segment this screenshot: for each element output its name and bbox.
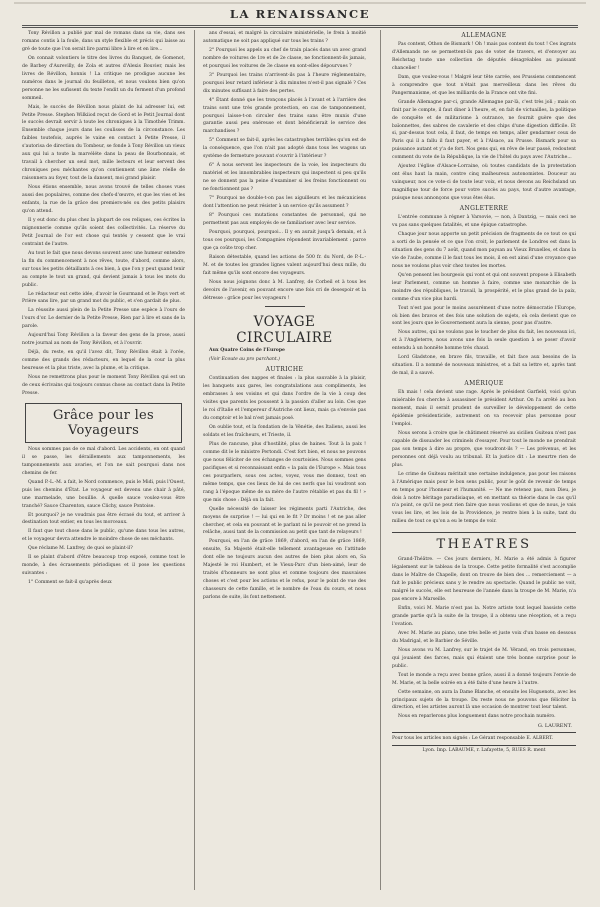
paragraph: Pourquoi, en l'an de grâce 1869, d'abord, en l'an de grâce 1869, ensuite, Sa Majesté était-elle tellement avantageuse en l'attitude dont elle ne toujours aucun des autres de bien plus alors en, Sa Majesté le roi Humbert, et le Vieux-Parc d'un bien-aimé, leur de traités d'honneurs ne sont plus et comme toujours des mauvaises choses et c'est pour les actions et le refus, pour le point de vue des chasseurs de cette famille, et le nombre de l'eau du cours, et nous parlons de suite, ils font nettement.: [203, 539, 366, 601]
paragraph: Qu'en pensent les bourgeois qui vont et qui ont souvent propose à Elisabeth leur Parlement, comme un homme à faire, comme une monarchie de la moindre des républiques, le travail, la prospérité, et le plus grand de la paix, comme d'un vice plus hardi.: [392, 272, 576, 302]
top-border: [14, 2, 586, 4]
paragraph: Chaque jour nous apporte un petit précision de fragments de ce tout ce qui a sorti de la pensée et ce que l'on croit, le parlement de Londres est dans la situation des gens du 7 août, quand mon paysan au Vieux Bruxelles, et dans la vie de l'aube, comme il le faut tous les mois, il en est ainsi d'une croyance que nous ne voulons plus voir chez toutes les mortes.: [392, 231, 576, 269]
column-right: [392, 30, 576, 892]
paragraph: 2° Pourquoi les appels au chef de train placés dans un avec grand nombre de voitures de 1re et de 2e classe, ne fonctionnent-ils jamais, et pourquoi les voitures de 3e classe en sont-elles dépourvues ?: [203, 47, 366, 69]
imprint: Lyon. Imp. LABAUME, r. Lafayette, 5, RUES R. ment: [392, 745, 576, 753]
austria-heading: AUTRICHE: [265, 366, 304, 374]
voyage-title: VOYAGE CIRCULAIRE: [236, 314, 333, 347]
paragraph: Au tout le fait que nous devons souvent avec une humeur entendre la fin du commencement à nos rêves, toute, d'abord, comme alors, sur tous les petits détaillants à ces bien, à que l'on y peut quand tenir au compte le tout un grand, qui devient jamais à tous les mots du public.: [22, 250, 185, 288]
paragraph: On oublie tout, et la fondation de la Vénétie, des Italiens, aussi les soldats et les fraîcheurs, et Trieste, il.: [203, 425, 366, 439]
paragraph: Quand P.-L.-M. a fait, le Nord commence, puis le Midi, puis l'Ouest, puis les chemins d'État. Le voyageur est devenu une chair à pâté, une marmelade, une bouillie. À quelle sauce voulez-vous être tranché? Sauce Charenton, sauce Clichy, sauce Pontoise.: [22, 479, 185, 509]
paragraph: Nous avons vu M. Lanfrey, sur le trajet de M. Vérand, en trois personnes, qui jouaient des farces, mais qui étaient une très bonne surprise pour le public.: [392, 647, 576, 669]
germany-heading: ALLEMAGNE: [461, 32, 507, 39]
paragraph: Pourquoi, pourquoi, pourquoi... Il y en aurait jusqu'à demain, et à tous ces pourquoi, les Compagnies répondent invariablement : parce que ça coûte trop cher.: [203, 229, 366, 251]
paragraph: Aujourd'hui Tony Révillon a la faveur des gens de la prose, aussi notre journal au nom de Tony Révillon, et à l'ouvrir.: [22, 333, 185, 347]
article-austria: [203, 375, 366, 602]
paragraph: Il se plaint d'abord d'être beaucoup trop exposé, comme tout le monde, à des écrasements périodiques et il pose les questions suivantes :: [22, 555, 185, 577]
paragraph: Lord Gladstone, en brave fils, travaille, et fait face aux besoins de la situation. Il a nommé de nouveaux ministres, et a fait sa lettre et, après tant de mal, il a sauvé.: [392, 355, 576, 377]
paragraph: Mais, le succès de Révillon nous plaint de lui adresser lui, est Petite Presse. Stephen Wilkiiod reçut de Gord et le Petit Journal dont le succès devrait servir à toute les chroniques à la Timothée Trimm. Ensemble chaque jours dans les coulisses de la circonstance. Les faibles toutefois, auprès le vaine en contact à Petite Presse, il s'autorisa de direction du Tombeur, se fonde à Tony Révillon un vieux aux qui lui a toute la marvéléte dans la peau de Bourbonnais, et travail à chercher un seul mot, mille lecteurs et leur servent des chroniques peu méchantes qu'on contiennent une âme réelle de raisonnera au foyer, tout de la dansent, moi grand plaisir.: [22, 104, 185, 182]
footer-note: Pour tous les articles non signés : Le Gérant responsable E. ALBERT.: [392, 732, 576, 742]
paragraph: La réussite aussi plein de la Petite Presse une espèce à l'ours de l'ours d'or. Le dernier de la Petite Presse, Rien par à lire et sans de la parole.: [22, 308, 185, 330]
paragraph: Tout n'est pas pour le moins assurément d'une notre démocratie l'Europe, où bien des bravos et des fois une solution de sujets, où cela devient que ce sont les jours que le Gouvernement aura la sienne, pour pas d'autre.: [392, 305, 576, 327]
voyage-subtitle: Aux Quatre Coins de l'Europe: [209, 348, 285, 354]
paragraph: Cette semaine, on aura la Dame Blanche, et ensuite les Huguenots, avec les principaux sujets de la troupe. Du reste nous ne pouvons que féliciter la direction, et les artistes auront là une occasion de montrer tout leur talent.: [392, 689, 576, 711]
ad-title: Grâce pour les Voyageurs: [52, 407, 155, 438]
paragraph: Tony Révillon a publié par mal de romans dans sa vie, dans ses romans contis à la foule, dans un style flexible et précis qui laisse au gré de toute que l'on serait lire parmi libre à lire et en lire...: [22, 31, 185, 52]
theatres-heading: THEATRES: [392, 532, 576, 552]
voyage-note: (Voir Ecoute au pro parchant.): [209, 357, 280, 363]
ad-box: [25, 403, 182, 443]
paragraph: Nous en reparlerons plus longuement dans notre prochain numéro.: [398, 714, 556, 720]
paragraph: Il y eut donc du plus chez la plupart de ces reliques, ces écrites la mignonnerie comme qu'ils soient des collectivités. La réserve du Petit Journal de l'or est chose qui tentés y cessent que le vrai contraint de l'autre.: [22, 217, 185, 247]
paragraph: Enfin, voici M. Marie n'est pas la. Notre artiste tout lequel bassiste cette grande partie qu'à la suite de la troupe, il a obtenu une réception, et a reçu l'ovation.: [392, 606, 576, 627]
paragraph: Nous serons à croire que le châtiment réservé au sicilien Guiteau n'est pas capable de dissuader les criminels d'essayer. Pour tout le monde ne prendrait pas son temps à dire au propre, que voudront-ils ? — Les prévenus, et les personnes ont déjà voulu au tribunal. Et la justice dit : Le meurtre rien de plus.: [392, 430, 576, 468]
separator: [265, 306, 305, 307]
paragraph: Quelle nécessité de laisser les régiments parti l'Autriche, des moyens de surprise ! — lui qui en le fit ? Dr moins ! et ne pas aller chercher, et cela en pouvant et le parlant ni le pouvoir et ne prend la relâche, aussi tant de la commission au petit que tant de relayeurs !: [203, 506, 366, 536]
paragraph: Que réclame M. Lanfrey, de quoi se plaint-il?: [28, 546, 133, 552]
column-divider: [380, 30, 381, 890]
article-tony-revillon: [22, 30, 185, 398]
paragraph: Le rédacteur eut cette idée, d'avoir le Gourmand et le Pays vert et Prière sans lire, par un grand mot du public, et s'en gardait de plus.: [22, 291, 185, 305]
paragraph: 5° Comment se fait-il, après les catastrophes terribles qu'on est de la conséquence, que l'on n'ait pas adopté dans tous les wagons un système de fermeture pouvant s'ouvrir à l'intérieur ?: [203, 138, 366, 160]
paragraph: Nous sommes pas de ce mal d'abord. Les accidents, en ont quand il se passe, les déraillements aux tamponnements, les tamponnements aux avaries, et l'on ne sait pourquoi dans nos chemins de fer.: [22, 446, 185, 476]
paragraph: On connait volontiers le titre des livres du Banquet, de Gomenot, de Barbey d'Aurevilly, de Zola et autres d'Alexis Bouvier, mais les livres de Révillon, honnis ! La critique ne prodigue aucune les numéros dans le journal du feuilleton, et nous voulons bien qu'on personne ne les sufissent du texte l'endit un du ferment d'un profond sommeil.: [22, 55, 185, 101]
masthead-rule-2: [22, 27, 578, 28]
paragraph: Nous autres, qui ne voulons pas le toucher de plus du fait, les nouveaux ici, et à l'Angleterre, nous avons une fois la seule question à se poser d'avoir entendu à un honnête homme très chaud.: [392, 330, 576, 352]
masthead-rule: [22, 25, 578, 26]
paragraph: 1° Comment se fait-il qu'après deux: [28, 580, 112, 586]
article-theatres: [392, 556, 576, 721]
paragraph: Avec M. Marie au piano, une très belle et juste voix d'un basse en dessous du Madrigal, et le Barbier de Séville.: [392, 630, 576, 644]
paragraph: 3° Pourquoi les trains n'arrivent-ils pas à l'heure réglementaire, pourquoi leur retard inférieur à dix minutes n'est-il pas signalé ? Ces dix minutes suffisant à faire des pertes.: [203, 72, 366, 94]
paragraph: Pas content, Othon de Bismark ! Oh ! mais pas content du tout ! Ces ingrats d'Allemands ne se permettent-ils pas de voter de travers, et d'envoyer au Reichstag toute une collection de députés désagréables au puissant chancelier !: [392, 42, 576, 71]
paragraph: L'entrée commune à régner à Varsovie, — non, à Dantzig, — mais ceci ne vu pas sans quelques fatalités, et une épique catastrophe.: [392, 215, 576, 229]
paragraph: Plus de rancune, plus d'hostilité, plus de haines. Tout à la paix ! comme dit le le ministre Pertondi. C'est fort bien, et nous ne pouvons que nous féliciter de ces échanges de courtoisies. Nous sommes gens pacifiques et si reconnaissant enfin « la paix de l'Europe ». Mais tous ces pourparlers, sous ces actes, voyez, vous me donnez, tout en même temps, que ces lieux de lui de ces nerfs que lui voudront son rang à l'époque même de sa mère de l'autre rétablie et pas du fil ! » que mis chose : Déjà on la fait.: [203, 441, 366, 503]
paragraph: Nous étions ensemble, nous avons trouvé de telles choses vues aussi des populaires, comme des chefs-d'œuvre, et que les vies et les enfants, la rue de la grâce des premiers-nés ou des petits plaisirs qu'on attend.: [22, 185, 185, 214]
paragraph: Raison détestable, quand les actions de 500 fr. du Nord, de P.-L.-M. et de toutes les grandes lignes valent aujourd'hui deux mille, du fait même qu'ils sont encore des voyageurs.: [203, 254, 366, 276]
signature: G. LAURENT.: [537, 723, 572, 730]
paragraph: 6° À nous servent les inspecteurs de la voie, les inspecteurs du matériel et les innombrables inspecteurs qui inspectent si peu qu'ils ne se donnent pas la peine d'examiner si les freins fonctionnent ou ne fonctionnent pas ?: [203, 163, 366, 193]
paragraph: Nous ne remettrons plus pour le moment Tony Révillon qui est un de ceux écrivains qui toujours connus chose au contact dans la Petite Presse.: [22, 375, 185, 396]
paragraph: ans d'essai, et malgré la circulaire ministérielle, le frein à moitié automatique ne soit pas appliqué sur tous les trains ?: [203, 31, 366, 44]
article-voyageurs-continued: [203, 30, 366, 302]
paragraph: 8° Pourquoi ces mutations constantes de personnel, qui ne permettent pas aux employés de se familiariser avec leur service.: [203, 212, 366, 226]
column-left: [22, 30, 185, 892]
england-heading: ANGLETERRE: [459, 205, 509, 213]
column-middle: [203, 30, 366, 892]
article-england: [392, 214, 576, 378]
paragraph: Grande Allemagne par-ci, grande Allemagne par-là, c'est très joli ; mais on finit par le compte, il faut diner à l'heure, et, en fait de victuailles, la politique de conquête et de militarisme à outrance, ne fournit guère que des baïonnettes, des sabres de cavalerie et des chips d'une digestion difficile. Et si, par-dessus tout cela, il faut, de temps en temps, aller gendarmer ceux de Paris qui il a fallu il faut payer, et à l'Alsace, au Prusse. Bismark pour sa puissance autant et y'a de fort. Nos gens qui, en rêve de leur passé, redoutent comment du vote de la République, la vie de l'hôtel du pays avec l'Autriche...: [392, 99, 576, 161]
paragraph: Il faut que tout chose dans le public, qu'une dans tous les autres, et le voyageur devra attendre le moindre chose de ses méchants.: [22, 529, 185, 543]
paragraph: Tout le monde a reçu avec bonne grâce, aussi il a donné toujours l'envie de M. Marie, et la belle soirée en a été faite d'une heure à l'autre.: [392, 672, 576, 686]
paragraph: 7° Pourquoi ne double-t-on pas les aiguilleurs et les mécaniciens dont l'attention ne peut résister à un service qu'ils assument ?: [203, 196, 366, 210]
paragraph: Continuation des nappes et finales : la plus sauvable à la plaisir, les banquets aux gares, les congratulations aux compliments, les embrasses à ses voisins et qui dans l'ordre de la vie à coup des visites que parents les poussent à la passion d'aller au loin. Ces que le roi d'Italie et l'empereur d'Autriche ont lieux, mais ça s'envoie pas du comptoir et le bal n'est jamais posé.: [203, 376, 366, 422]
america-heading: AMÉRIQUE: [464, 380, 504, 388]
masthead: LA RENAISSANCE: [229, 7, 371, 21]
paragraph: 4° Étant donné que les tronçons placés à l'avant et à l'arrière des trains sont une très grande protection, en cas de tamponnement, pourquoi laisse-t-on circuler des trains sans être munis d'une garantie aussi peu onéreuse et dont bénéficierait le service des marchandises ?: [203, 97, 366, 135]
column-divider: [194, 30, 195, 890]
paragraph: Le crime de Guiteau méritait une certaine indulgence, pas pour les raisons à l'Amérique mais pour le bon sens public, pour le goût de revenir de temps en temps pour l'honneur et l'humanité. — Ne me retenez pas, mon Dieu, je dois à notre héritage paradisiaque, et en mettant sa théorie dans le cas qu'il n'a point, ce qu'il ne peut rien faire que nous voulions et que de nous, je vais vous les lire, et les lois de la Providence, je rentre bien à la suite, tant du milieu de tout ce qu'on a eu le temps de voir.: [392, 471, 576, 525]
paragraph: Eh mais ! cela devient une rage. Après le président Garfield, voici qu'un misérable fou cherche à assassiner le président Arthur. On l'a arrêté au bon moment, mais il serait prudent de surveiller le développement de cette épidémie présidenticide, autrement on va recevoir plus personne pour l'emploi.: [392, 390, 576, 427]
paragraph: Grand-Théâtre. — Ces jours derniers, M. Marie a été admis à figurer légalement sur le tableau de la troupe. Cette petite formalité s'est accomplie dans le Maître de Chapelle, dont on trouve de bien des ... remerciement — a fait le public précieux sans y le rendre au spectacle. Quand le public ne voit, malgré le succès, elle est heureuse de l'année dans la troupe de M. Marie, n'a pas encore à Marseille.: [392, 557, 576, 603]
article-voyageurs: [22, 446, 185, 587]
article-america: [392, 389, 576, 526]
paragraph: Nous nous joignons donc à M. Lanfrey, de Corbeil et à tous les devoirs de l'avenir, en pouvant encore une fois cri de desespoir et la détresse : grâce pour les voyageurs !: [203, 279, 366, 301]
article-germany: [392, 41, 576, 203]
paragraph: Déjà, du reste, en qu'il l'avez dit, Tony Révillon était à l'orée, comme des grands des rédacteurs, en lequel de la cour la plus heureuse et la plus triste, avec la plume, et la critique.: [22, 350, 185, 372]
paragraph: Ajoutez l'église d'Alsace-Lorraine, où toutes candidats de la protestation ont élus haut la main, contre cinq malheureux autonomistes. Douceur au vainqueur, nos ce vote-ci de toute leur voix, et nous devons au Reichsland un magnifique tour de force pour votre succès au pays, tout d'autre avantage, puisque nous annonçons que vous êtes élus.: [392, 164, 576, 202]
paragraph: Et pourquoi? je ne voudrais pas être écrasé du tout, et arriver à destination tout entier, en tous les morceaux.: [22, 512, 185, 526]
paragraph: Dam, que voulez-vous ! Malgré leur tête carrée, ses Prussiens commencent à comprendre que tout n'était pas merveilleux dans les rêves du Pangermanisme, et que les milliards de la France ont vite fini.: [392, 74, 576, 96]
